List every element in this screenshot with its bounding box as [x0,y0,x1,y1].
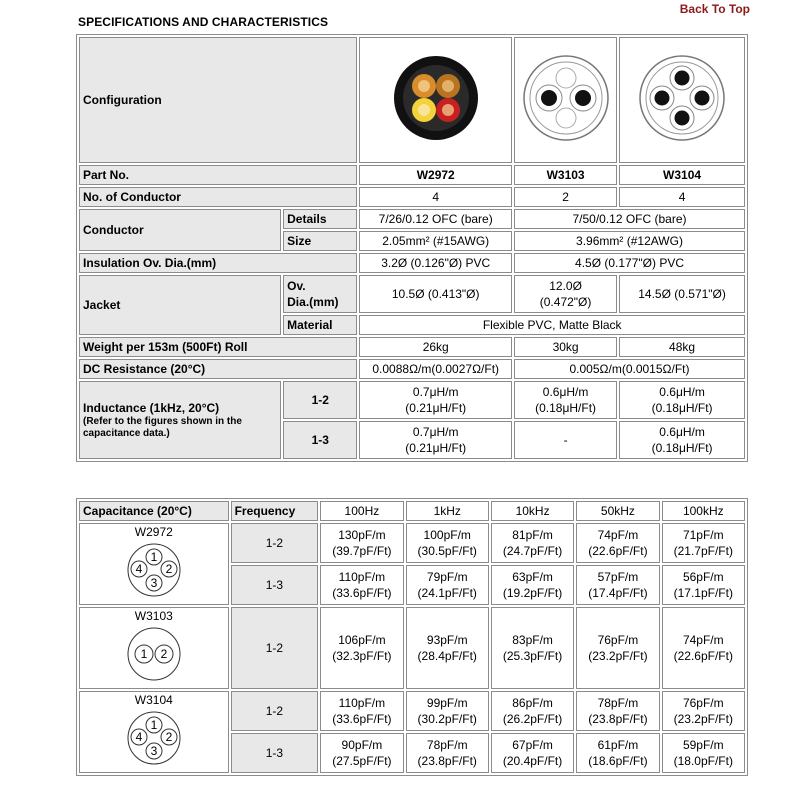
value-text: (32.3pF/Ft) [332,649,392,663]
cap-model-w2972-name: W2972 [134,525,173,539]
value-text: (39.7pF/Ft) [332,544,392,558]
value-text: (24.1pF/Ft) [417,586,477,600]
conductor-label: Conductor [79,209,281,251]
value-text: 56pF/m [682,570,724,584]
value-text: 0.7μH/m [412,385,459,399]
cap-model-w3104-name: W3104 [134,693,173,707]
value-text: - [563,433,568,447]
insulation-label: Insulation Ov. Dia.(mm) [79,253,357,273]
inductance-pair-1-3: 1-3 [283,421,357,459]
cap-value [491,733,574,773]
value-text: (30.5pF/Ft) [417,544,477,558]
value-text: 0.7μH/m [412,425,459,439]
value-text: (20.4pF/Ft) [502,754,563,768]
conductor-count-label: No. of Conductor [79,187,357,207]
back-to-top-link[interactable]: Back To Top [679,2,750,16]
inductance-title: Inductance (1kHz, 20°C) [83,401,220,415]
configuration-label: Configuration [79,37,357,163]
value-text: (18.6pF/Ft) [588,754,648,768]
cap-value [491,523,574,563]
value-text: (33.6pF/Ft) [332,586,392,600]
cap-value [406,733,489,773]
value-text: (0.21μH/Ft) [405,401,467,415]
value-text: (17.4pF/Ft) [588,586,648,600]
dc-resistance-w2972: 0.0088Ω/m(0.0027Ω/Ft) [359,359,512,379]
value-text: (23.2pF/Ft) [588,649,648,663]
value-text: 86pF/m [512,696,553,710]
cap-value [491,691,574,731]
value-text: 74pF/m [597,528,639,542]
weight-w3103: 30kg [514,337,617,357]
value-text: 76pF/m [682,696,724,710]
cap-value [576,691,659,731]
value-text: 106pF/m [338,633,386,647]
cap-value [576,733,659,773]
value-text: 90pF/m [341,738,383,752]
material-label: Material [283,315,357,335]
cap-value [662,733,745,773]
cap-value [406,691,489,731]
part-no-w3103: W3103 [514,165,617,185]
value-text: (23.8pF/Ft) [588,712,648,726]
value-text: 0.6μH/m [542,385,589,399]
value-text: 93pF/m [426,633,468,647]
value-text: (23.8pF/Ft) [417,754,477,768]
cap-value [662,565,745,605]
value-text: 83pF/m [512,633,553,647]
weight-w2972: 26kg [359,337,512,357]
insulation-w2972: 3.2Ø (0.126"Ø) PVC [359,253,512,273]
value-text: (17.1pF/Ft) [673,586,733,600]
value-text: 99pF/m [426,696,468,710]
pin-number: 4 [135,730,143,744]
value-text: (26.2pF/Ft) [502,712,563,726]
cap-value [576,565,659,605]
ov-dia-w2972: 10.5Ø (0.413"Ø) [359,275,512,313]
pin-number: 2 [165,730,173,744]
value-text: (23.2pF/Ft) [673,712,733,726]
ov-dia-w3103-mm: 12.0Ø [549,279,582,293]
value-text: 78pF/m [426,738,468,752]
value-text: 57pF/m [597,570,639,584]
ov-dia-w3103-inch: (0.472"Ø) [539,295,592,309]
value-text: 0.6μH/m [659,425,705,439]
cap-model-w2972 [79,523,229,605]
cap-value [491,607,574,689]
freq-10khz: 10kHz [491,501,574,521]
value-text: (0.18μH/Ft) [535,401,597,415]
conductor-count-w2972: 4 [359,187,512,207]
inductance-pair-1-2: 1-2 [283,381,357,419]
value-text: 110pF/m [338,696,386,710]
value-text: (25.3pF/Ft) [502,649,563,663]
cap-value [320,733,403,773]
value-text: (24.7pF/Ft) [502,544,563,558]
cap-value [576,523,659,563]
value-text: (30.2pF/Ft) [417,712,477,726]
pin-number: 2 [165,562,173,576]
cap-value [406,565,489,605]
capacitance-label: Capacitance (20°C) [79,501,229,521]
ov-dia-label-line2: Dia.(mm) [287,295,339,309]
inductance-label [79,381,281,459]
value-text: 71pF/m [682,528,724,542]
value-text: 76pF/m [597,633,639,647]
cap-pair: 1-2 [231,523,319,563]
w3104-cross-section [619,37,745,163]
dc-resistance-label: DC Resistance (20°C) [79,359,357,379]
value-text: (28.4pF/Ft) [417,649,477,663]
value-text: (33.6pF/Ft) [332,712,392,726]
cap-model-w3103-name: W3103 [134,609,173,623]
cap-value [406,523,489,563]
value-text: 130pF/m [338,528,386,542]
cap-value [662,523,745,563]
cable-2-core-diagram-icon [521,53,611,143]
cap-value [320,607,403,689]
value-text: 78pF/m [597,696,639,710]
ov-dia-w3103 [514,275,617,313]
pin-number: 4 [135,562,143,576]
cap-value [320,565,403,605]
inductance-1-2-w2972 [359,381,512,419]
cap-model-w3104 [79,691,229,773]
cable-4-core-color-icon [391,53,481,143]
jacket-label: Jacket [79,275,281,335]
cap-pair: 1-3 [231,733,319,773]
page-title: SPECIFICATIONS AND CHARACTERISTICS [78,15,329,29]
part-no-w3104: W3104 [619,165,745,185]
cable-4-core-diagram-icon [637,53,727,143]
cap-value [320,523,403,563]
value-text: (22.6pF/Ft) [673,649,733,663]
cap-value [406,607,489,689]
cap-pair: 1-3 [231,565,319,605]
value-text: (19.2pF/Ft) [502,586,563,600]
value-text: (0.21μH/Ft) [405,441,467,455]
inductance-note: (Refer to the figures shown in the capacitance data.) [83,416,242,439]
freq-100khz: 100kHz [662,501,745,521]
value-text: 74pF/m [682,633,724,647]
size-w3103-w3104: 3.96mm² (#12AWG) [514,231,745,251]
details-w2972: 7/26/0.12 OFC (bare) [359,209,512,229]
pin-diagram-4-core-icon [124,710,184,766]
cap-model-w3103 [79,607,229,689]
value-text: 110pF/m [338,570,386,584]
inductance-1-2-w3103 [514,381,617,419]
cap-pair: 1-2 [231,607,319,689]
value-text: 0.6μH/m [659,385,705,399]
pin-number: 1 [140,647,148,661]
weight-label: Weight per 153m (500Ft) Roll [79,337,357,357]
dc-resistance-w3103-w3104: 0.005Ω/m(0.0015Ω/Ft) [514,359,745,379]
cap-pair: 1-2 [231,691,319,731]
value-text: (0.18μH/Ft) [651,441,713,455]
details-w3103-w3104: 7/50/0.12 OFC (bare) [514,209,745,229]
pin-number: 1 [150,550,158,564]
freq-1khz: 1kHz [406,501,489,521]
ov-dia-w3104: 14.5Ø (0.571"Ø) [619,275,745,313]
freq-100hz: 100Hz [320,501,403,521]
cap-value [320,691,403,731]
pin-number: 2 [160,647,168,661]
details-label: Details [283,209,357,229]
ov-dia-label-line1: Ov. [287,279,306,293]
frequency-label: Frequency [231,501,319,521]
material-value: Flexible PVC, Matte Black [359,315,745,335]
conductor-count-w3104: 4 [619,187,745,207]
pin-diagram-4-core-icon [124,542,184,598]
insulation-w3103-w3104: 4.5Ø (0.177"Ø) PVC [514,253,745,273]
w2972-cross-section [359,37,512,163]
weight-w3104: 48kg [619,337,745,357]
value-text: 61pF/m [597,738,639,752]
ov-dia-label [283,275,357,313]
w3103-cross-section [514,37,617,163]
cap-value [662,691,745,731]
inductance-1-3-w3103 [514,421,617,459]
value-text: (18.0pF/Ft) [673,754,733,768]
pin-number: 3 [150,576,158,590]
inductance-1-2-w3104 [619,381,745,419]
pin-number: 3 [150,744,158,758]
value-text: 100pF/m [423,528,471,542]
cap-value [576,607,659,689]
pin-diagram-2-core-icon [124,626,184,682]
value-text: 59pF/m [682,738,724,752]
value-text: (0.18μH/Ft) [651,401,713,415]
value-text: 81pF/m [512,528,553,542]
freq-50khz: 50kHz [576,501,659,521]
value-text: 63pF/m [512,570,553,584]
inductance-1-3-w2972 [359,421,512,459]
value-text: (22.6pF/Ft) [588,544,648,558]
size-label: Size [283,231,357,251]
cap-value [491,565,574,605]
size-w2972: 2.05mm² (#15AWG) [359,231,512,251]
value-text: (27.5pF/Ft) [332,754,392,768]
conductor-count-w3103: 2 [514,187,617,207]
pin-number: 1 [150,718,158,732]
part-no-label: Part No. [79,165,357,185]
cap-value [662,607,745,689]
value-text: 67pF/m [512,738,553,752]
value-text: (21.7pF/Ft) [673,544,733,558]
capacitance-table [76,498,748,776]
part-no-w2972: W2972 [359,165,512,185]
specifications-table [76,34,748,462]
inductance-1-3-w3104 [619,421,745,459]
value-text: 79pF/m [426,570,468,584]
